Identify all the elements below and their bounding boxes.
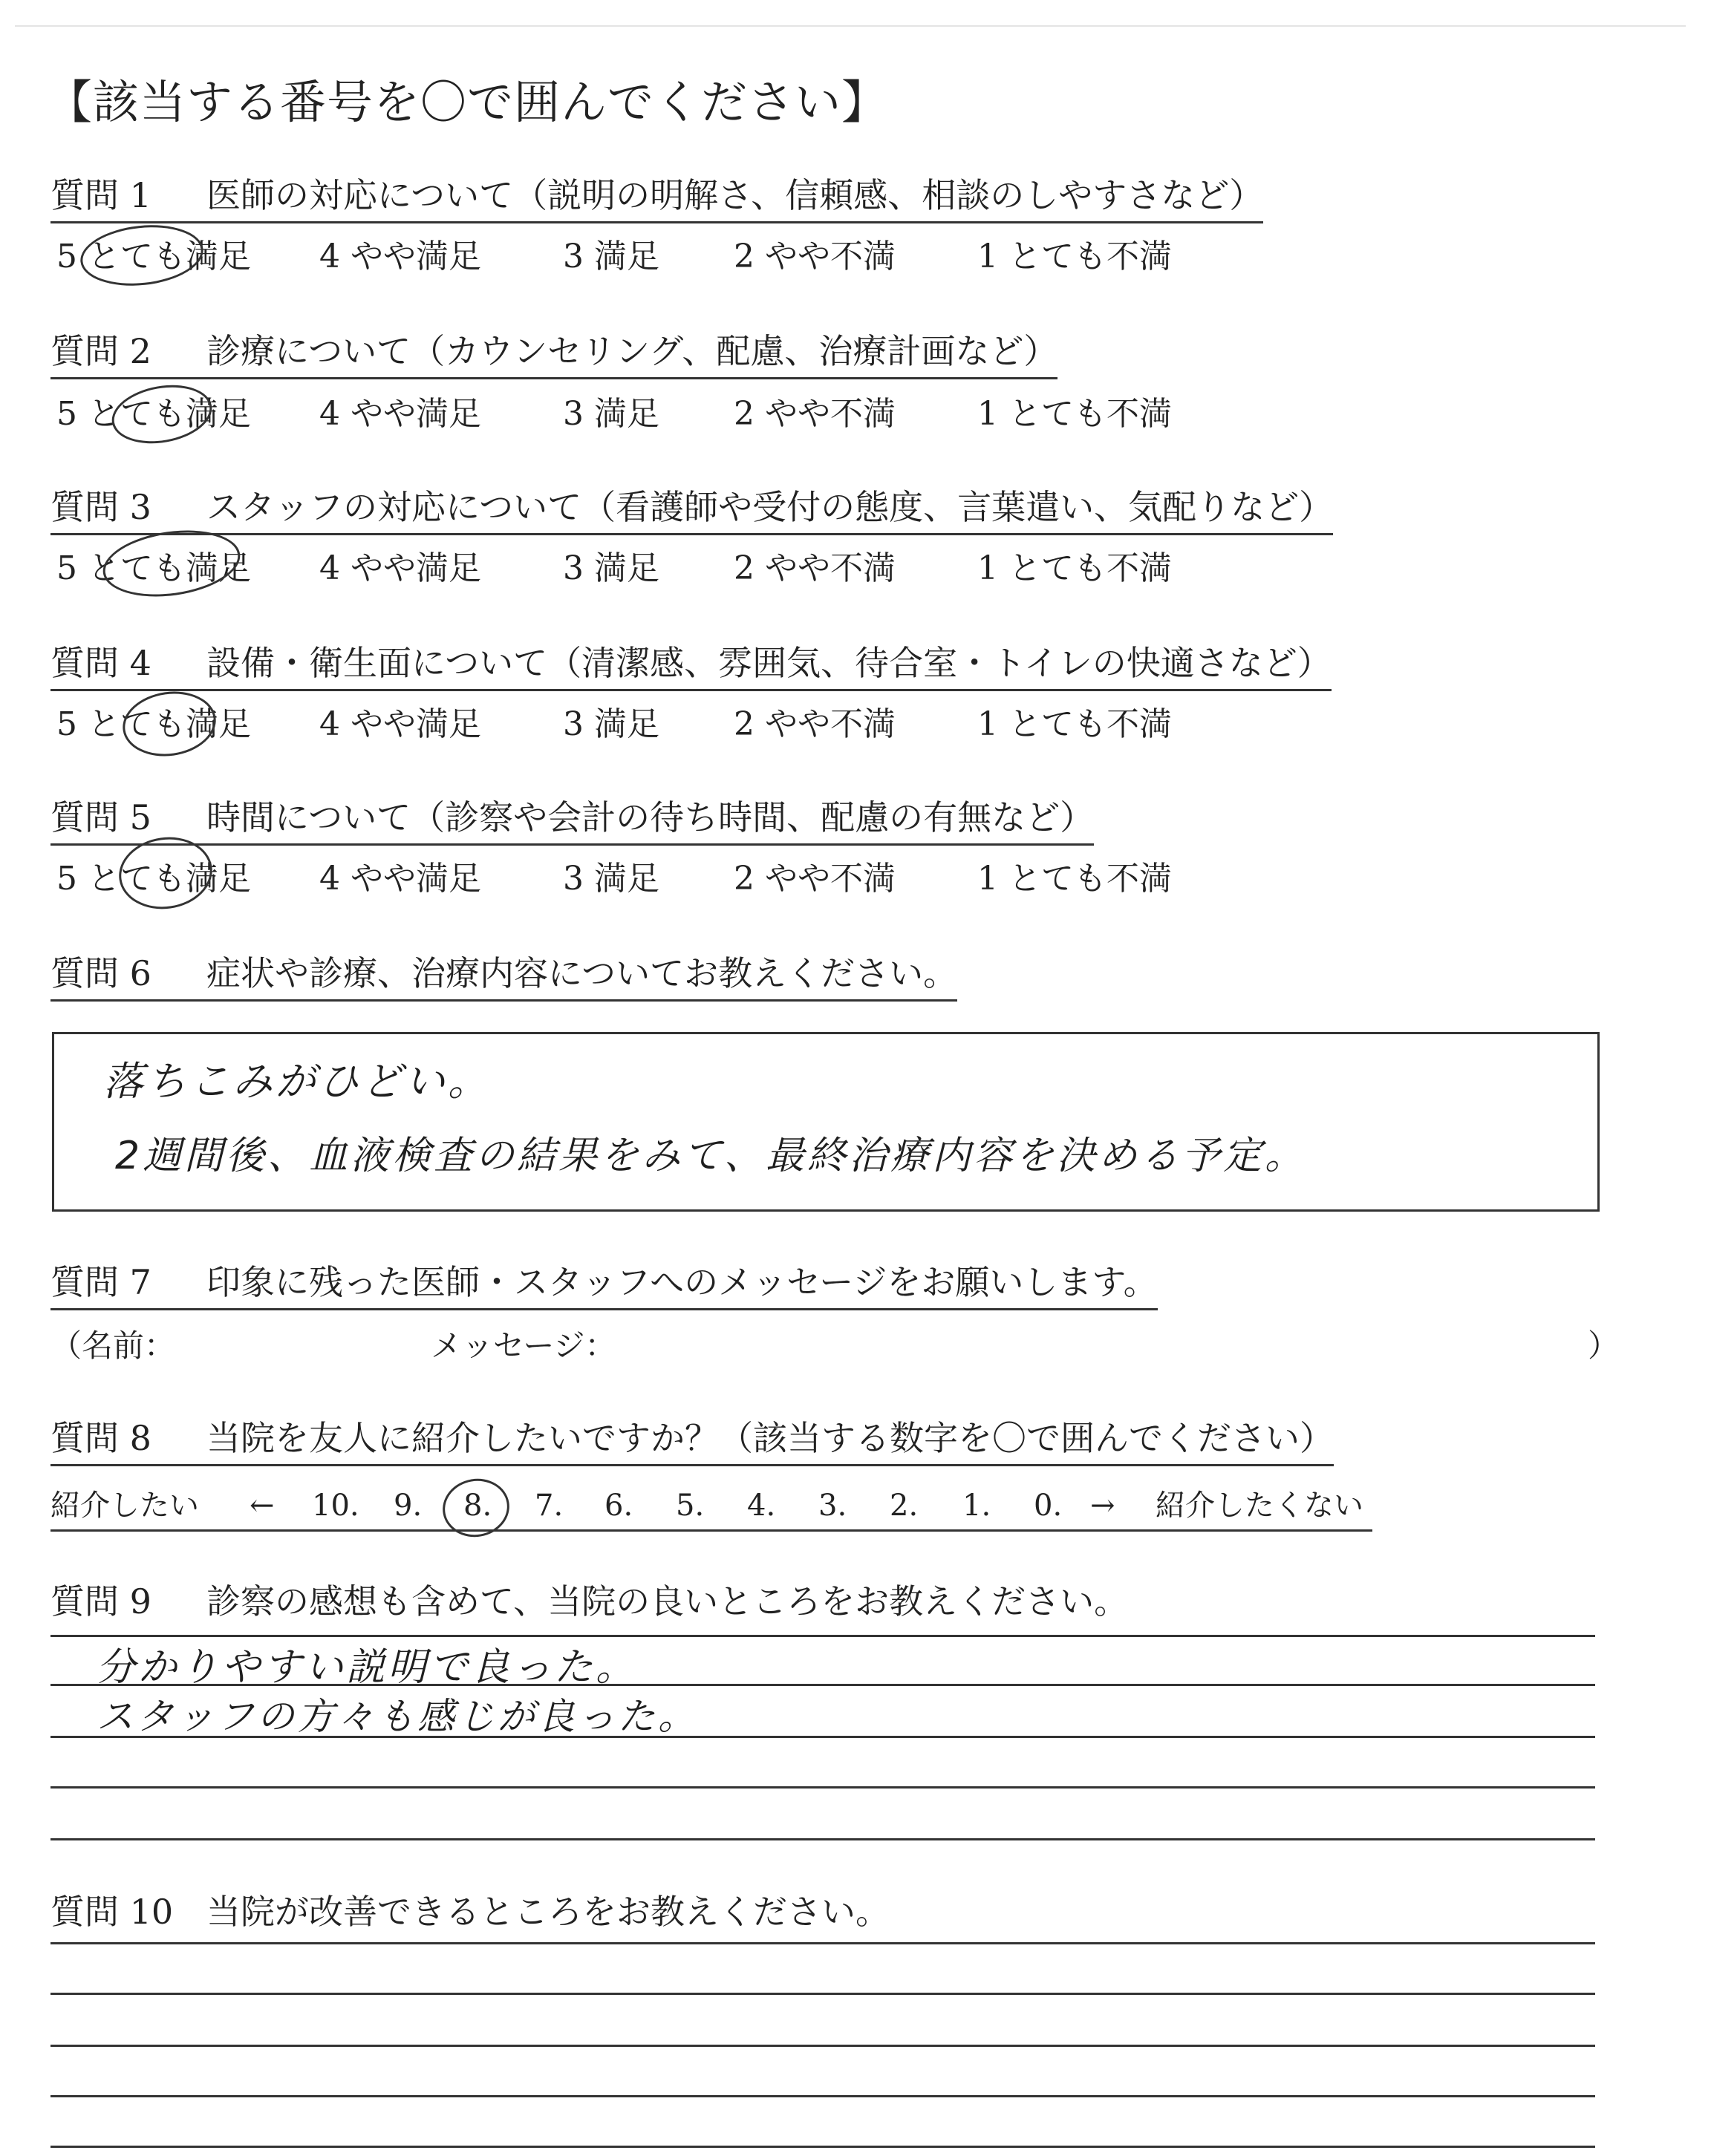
q5-option-4[interactable]: 4 やや満足 xyxy=(319,860,481,898)
question-9 xyxy=(50,1578,1128,1627)
question-6-number: 質問 6 xyxy=(50,953,151,993)
q8-option-8[interactable]: 8. xyxy=(463,1489,492,1523)
q7-message-label: メッセージ： xyxy=(431,1327,616,1364)
q2-option-3[interactable]: 3 満足 xyxy=(563,395,659,433)
question-6 xyxy=(50,950,957,1002)
q2-selection-circle xyxy=(107,378,216,451)
q4-option-1[interactable]: 1 とても不満 xyxy=(977,705,1172,743)
q8-right-arrow: → xyxy=(1090,1489,1115,1523)
page-title: 【該当する番号を〇で囲んでください】 xyxy=(46,75,889,129)
q9-answer-rule-1 xyxy=(50,1635,1595,1637)
question-7 xyxy=(50,1259,1158,1310)
q6-answer-line-1: 落ちこみがひどい。 xyxy=(103,1058,491,1105)
q1-option-4[interactable]: 4 やや満足 xyxy=(319,238,481,275)
question-4 xyxy=(50,640,1332,691)
question-7-text: 印象に残った医師・スタッフへのメッセージをお願いします。 xyxy=(206,1262,1158,1302)
q1-selection-circle xyxy=(77,220,206,292)
q8-scale-underline xyxy=(50,1529,1372,1532)
question-5-text: 時間について（診察や会計の待ち時間、配慮の有無など） xyxy=(206,797,1095,837)
question-6-text: 症状や診療、治療内容についてお教えください。 xyxy=(206,953,958,993)
q10-answer-rule-2 xyxy=(50,1993,1595,1995)
q2-option-1[interactable]: 1 とても不満 xyxy=(977,395,1172,433)
q5-option-2[interactable]: 2 やや不満 xyxy=(734,860,896,898)
question-1-number: 質問 1 xyxy=(50,175,151,215)
q9-answer-rule-2 xyxy=(50,1684,1595,1686)
question-2-number: 質問 2 xyxy=(50,331,151,371)
q8-option-0[interactable]: 0. xyxy=(1034,1489,1063,1523)
q3-option-4[interactable]: 4 やや満足 xyxy=(319,549,481,587)
question-3 xyxy=(50,484,1333,535)
q5-option-1[interactable]: 1 とても不満 xyxy=(977,860,1172,898)
question-10 xyxy=(50,1889,890,1938)
q2-option-4[interactable]: 4 やや満足 xyxy=(319,395,481,433)
question-4-number: 質問 4 xyxy=(50,643,151,683)
q4-option-2[interactable]: 2 やや不満 xyxy=(734,705,896,743)
q3-option-2[interactable]: 2 やや不満 xyxy=(734,549,896,587)
q9-answer-rule-3 xyxy=(50,1736,1595,1738)
q1-option-3[interactable]: 3 満足 xyxy=(563,238,659,275)
q10-answer-rule-5 xyxy=(50,2146,1595,2148)
q8-option-10[interactable]: 10. xyxy=(312,1489,359,1523)
q8-option-3[interactable]: 3. xyxy=(818,1489,847,1523)
q9-answer-rule-5 xyxy=(50,1838,1595,1840)
q4-option-4[interactable]: 4 やや満足 xyxy=(319,705,481,743)
question-2-text: 診療について（カウンセリング、配慮、治療計画など） xyxy=(206,331,1058,371)
question-7-number: 質問 7 xyxy=(50,1262,151,1302)
q2-option-2[interactable]: 2 やや不満 xyxy=(734,395,896,433)
q8-option-6[interactable]: 6. xyxy=(604,1489,633,1523)
question-10-number: 質問 10 xyxy=(50,1892,174,1932)
question-1 xyxy=(50,172,1263,223)
question-10-text: 当院が改善できるところをお教えください。 xyxy=(206,1892,890,1932)
q8-selection-circle xyxy=(438,1474,514,1542)
q8-option-7[interactable]: 7. xyxy=(535,1489,564,1523)
q3-option-3[interactable]: 3 満足 xyxy=(563,549,659,587)
q5-option-3[interactable]: 3 満足 xyxy=(563,860,659,898)
q3-option-1[interactable]: 1 とても不満 xyxy=(977,549,1172,587)
question-8 xyxy=(50,1415,1334,1466)
q9-answer-rule-4 xyxy=(50,1786,1595,1788)
q9-answer-line-1: 分かりやすい説明で良った。 xyxy=(97,1645,638,1690)
question-5 xyxy=(50,794,1094,846)
q8-option-2[interactable]: 2. xyxy=(890,1489,919,1523)
question-2 xyxy=(50,328,1057,379)
question-1-text: 医師の対応について（説明の明解さ、信頼感、相談のしやすさなど） xyxy=(206,175,1264,215)
question-8-number: 質問 8 xyxy=(50,1418,151,1458)
question-3-number: 質問 3 xyxy=(50,487,151,527)
q8-option-4[interactable]: 4. xyxy=(747,1489,776,1523)
top-divider xyxy=(15,25,1686,27)
q7-close-paren: ） xyxy=(1588,1327,1620,1364)
question-8-text: 当院を友人に紹介したいですか？（該当する数字を〇で囲んでください） xyxy=(206,1418,1334,1458)
q5-option-5[interactable]: 5 とても満足 xyxy=(56,860,251,898)
q1-option-1[interactable]: 1 とても不満 xyxy=(977,238,1172,275)
q10-answer-rule-3 xyxy=(50,2045,1595,2047)
q8-left-label: 紹介したい xyxy=(50,1489,199,1523)
question-9-text: 診察の感想も含めて、当院の良いところをお教えください。 xyxy=(206,1581,1129,1621)
q7-name-label: （名前： xyxy=(50,1327,176,1364)
question-3-text: スタッフの対応について（看護師や受付の態度、言葉遣い、気配りなど） xyxy=(206,487,1334,527)
question-9-number: 質問 9 xyxy=(50,1581,151,1621)
q8-right-label: 紹介したくない xyxy=(1156,1489,1363,1523)
q10-answer-rule-4 xyxy=(50,2095,1595,2097)
q8-left-arrow: ← xyxy=(250,1489,275,1523)
q6-answer-line-2: 2週間後、血液検査の結果をみて、最終治療内容を決める予定。 xyxy=(115,1134,1307,1178)
q8-option-5[interactable]: 5. xyxy=(676,1489,705,1523)
q9-answer-line-2: スタッフの方々も感じが良った。 xyxy=(97,1695,698,1738)
q3-option-5[interactable]: 5 とても満足 xyxy=(56,549,251,587)
q4-option-3[interactable]: 3 満足 xyxy=(563,705,659,743)
q4-option-5[interactable]: 5 とても満足 xyxy=(56,705,251,743)
question-4-text: 設備・衛生面について（清潔感、雰囲気、待合室・トイレの快適さなど） xyxy=(206,643,1332,683)
q8-option-9[interactable]: 9. xyxy=(394,1489,423,1523)
question-6-answer-box[interactable] xyxy=(52,1032,1600,1212)
q4-selection-circle xyxy=(119,686,221,762)
q8-option-1[interactable]: 1. xyxy=(962,1489,991,1523)
question-5-number: 質問 5 xyxy=(50,797,151,837)
q1-option-5[interactable]: 5 とても満足 xyxy=(56,238,251,275)
q10-answer-rule-1 xyxy=(50,1942,1595,1944)
q2-option-5[interactable]: 5 とても満足 xyxy=(56,395,251,433)
q1-option-2[interactable]: 2 やや不満 xyxy=(734,238,896,275)
